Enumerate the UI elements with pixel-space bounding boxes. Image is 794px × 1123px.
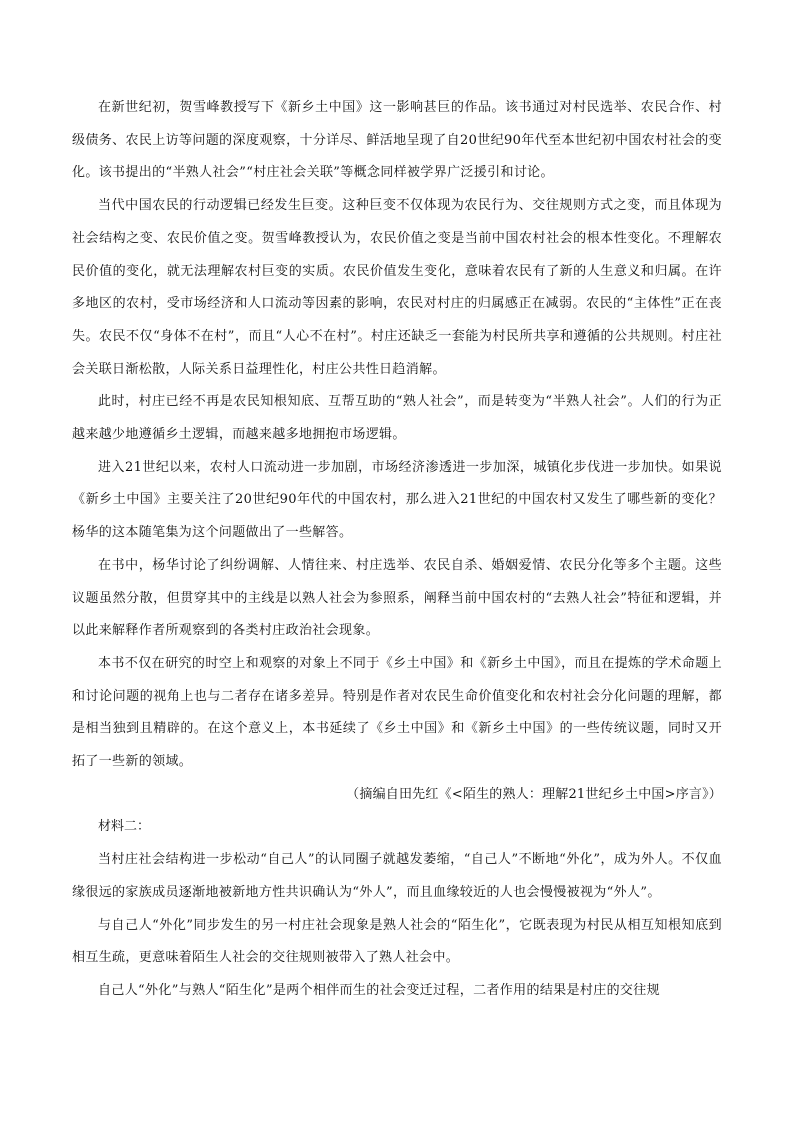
paragraph-2: 当代中国农民的行动逻辑已经发生巨变。这种巨变不仅体现为农民行为、交往规则方式之变，而且体现为社会结构之变、农民价值之变。贺雪峰教授认为，农民价值之变是当前中国农村社会的根本性变化。不理解农民价值的变化，就无法理解农村巨变的实质。农民价值发生变化，意味着农民有了新的人生意义和归属。在许多地区的农村，受市场经济和人口流动等因素的影响，农民对村庄的归属感正在减弱。农民的“主体性”正在丧失。农民不仅“身体不在村”，而且“人心不在村”。村庄还缺乏一套能为村民所共享和遵循的公共规则。村庄社会关联日渐松散，人际关系日益理性化，村庄公共性日趋消解。 [72,198,722,377]
document-body [72,92,722,1008]
paragraph-9: 自己人“外化”与熟人“陌生化”是两个相伴而生的社会变迁过程，二者作用的结果是村庄的交往规 [98,982,660,998]
section-label: 材料二： [98,819,151,835]
paragraph-1: 在新世纪初，贺雪峰教授写下《新乡土中国》这一影响甚巨的作品。该书通过对村民选举、农民合作、村级债务、农民上访等问题的深度观察，十分详尽、鲜活地呈现了自20世纪90年代至本世纪初中国农村社会的变化。该书提出的“半熟人社会”“村庄社会关联”等概念同样被学界广泛援引和讨论。 [72,100,722,181]
paragraph-7: 当村庄社会结构进一步松动“自己人”的认同圈子就越发萎缩，“自己人”不断地“外化”，成为外人。不仅血缘很远的家族成员逐渐地被新地方性共识确认为“外人”，而且血缘较近的人也会慢慢被视为“外人”。 [72,852,722,900]
paragraph-5: 在书中，杨华讨论了纠纷调解、人情往来、村庄选举、农民自杀、婚姻爱情、农民分化等多个主题。这些议题虽然分散，但贯穿其中的主线是以熟人社会为参照系，阐释当前中国农村的“去熟人社会”特征和逻辑，并以此来解释作者所观察到的各类村庄政治社会现象。 [72,557,722,639]
paragraph-6: 本书不仅在研究的时空上和观察的对象上不同于《乡土中国》和《新乡土中国》，而且在提炼的学术命题上和讨论问题的视角上也与二者存在诸多差异。特别是作者对农民生命价值变化和农村社会分化问题的理解，都是相当独到且精辟的。在这个意义上，本书延续了《乡土中国》和《新乡土中国》的一些传统议题，同时又开拓了一些新的领域。 [72,655,722,770]
paragraph-4: 进入21世纪以来，农村人口流动进一步加剧，市场经济渗透进一步加深，城镇化步伐进一步加快。如果说《新乡土中国》主要关注了20世纪90年代的中国农村，那么进入21世纪的中国农村又发生了哪些新的变化？杨华的这本随笔集为这个问题做出了一些解答。 [72,459,722,541]
source-citation: （摘编自田先红《<陌生的熟人：理解21世纪乡土中国>序言》） [346,786,722,802]
paragraph-3: 此时，村庄已经不再是农民知根知底、互帮互助的“熟人社会”，而是转变为“半熟人社会”。人们的行为正越来越少地遵循乡土逻辑，而越来越多地拥抱市场逻辑。 [72,394,722,443]
paragraph-8: 与自己人“外化”同步发生的另一村庄社会现象是熟人社会的“陌生化”，它既表现为村民从相互知根知底到相互生疏，更意味着陌生人社会的交往规则被带入了熟人社会中。 [72,917,722,966]
